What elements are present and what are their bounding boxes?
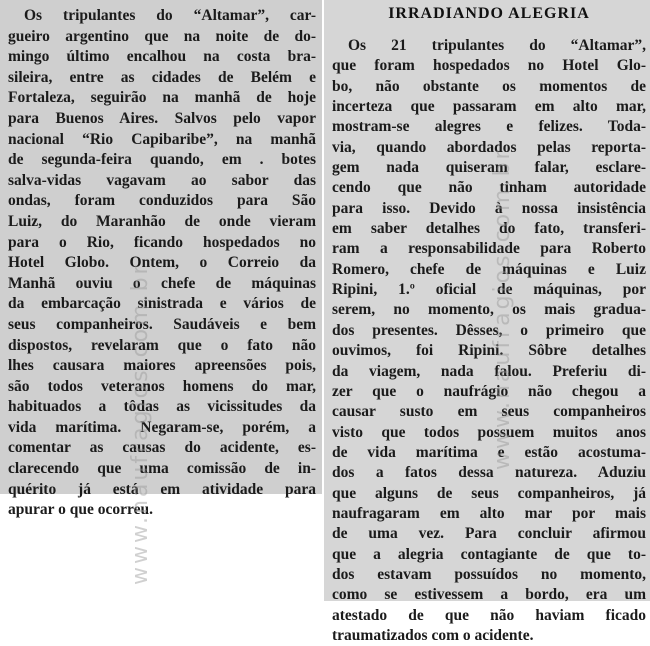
text-line: da viagem, nada falou. Preferiu di- (332, 362, 646, 380)
text-line: causar susto em seus companheiros (332, 403, 646, 421)
text-line: sileira, entre as cidades de Belém e (8, 68, 316, 86)
text-line: da embarcação sinistrada e vários de (8, 295, 316, 313)
text-line: dispostos, revelaram que o fato não (8, 336, 316, 354)
text-line: salva-vidas vagavam ao sabor das (8, 171, 316, 189)
text-line: quérito já está em atividade para (8, 480, 316, 498)
text-line: dos estavam possuídos no momento, (332, 565, 646, 583)
watermark-text: www.naufragios.com.br (490, 147, 515, 470)
text-line: de segunda-feira quando, em . botes (8, 151, 316, 169)
text-line: vida marítima. Negaram-se, porém, a (8, 418, 316, 436)
text-line: para Buenos Aires. Salvos pelo vapor (8, 109, 316, 127)
text-line: dos presentes. Dêsses, o primeiro que (332, 321, 646, 339)
text-line: traumatizados com o acidente. (332, 626, 534, 644)
text-line: Luiz, do Maranhão de onde vieram (8, 212, 316, 230)
text-line: ram a responsabilidade para Roberto (332, 240, 646, 258)
text-line: Os tripulantes do “Altamar”, car- (24, 7, 316, 24)
text-line: visto que todos possuem muitos anos (332, 423, 646, 441)
text-line: gueiro argentino que na noite de do- (8, 27, 316, 45)
text-line: que a alegria contagiante de que to- (332, 545, 646, 563)
text-line: incerteza que passaram em alto mar, (332, 98, 646, 116)
watermark-text: www.naufragios.com.br (128, 262, 153, 585)
text-line: Manhã ouviu o chefe de máquinas (8, 274, 316, 292)
text-line: zer que o naufrágio não chegou a (332, 382, 646, 400)
text-line: atestado de que não haviam ficado (332, 606, 646, 624)
text-line: via, quando abordados pelas reporta- (332, 138, 646, 156)
text-line: lhes causara maiores apreensões pois, (8, 357, 316, 375)
text-line: são todos veteranos homens do mar, (8, 377, 316, 395)
text-line: serem, no momento, os mais gradua- (332, 301, 646, 319)
article-right-column (324, 0, 650, 644)
text-line: seus companheiros. Saudáveis e bem (8, 315, 316, 333)
text-line: como se estivessem a bordo, era um (332, 586, 646, 604)
text-line: habituados a tôdas as vicissitudes da (8, 398, 316, 416)
text-line: que foram hospedados no Hotel Glo- (332, 57, 646, 75)
text-line: de vida marítima e estão acostuma- (332, 443, 646, 461)
text-line: de uma vez. Para concluir afirmou (332, 525, 646, 543)
text-line: para isso. Devido à nossa insistência (332, 199, 646, 217)
text-line: que alguns de seus companheiros, já (332, 484, 646, 502)
text-line: mingo último encalhou na costa bra- (8, 48, 316, 66)
text-line: gem nada quiseram falar, esclare- (332, 159, 646, 177)
text-line: para o Rio, ficando hospedados no (8, 233, 316, 251)
text-line: comentar as causas do acidente, es- (8, 439, 316, 457)
text-line: ondas, foram conduzidos para São (8, 192, 316, 210)
text-line: em saber detalhes do fato, transferi- (332, 220, 646, 238)
text-line: Romero, chefe de máquinas e Luiz (332, 260, 646, 278)
text-line: Ripini, 1.º oficial de máquinas, por (332, 281, 646, 299)
text-line: ouvimos, foi Ripini. Sôbre detalhes (332, 342, 646, 360)
text-line: nacional “Rio Capibaribe”, na manhã (8, 130, 316, 148)
text-line: naufragaram em alto mar por mais (332, 504, 646, 522)
article-left-column (0, 0, 322, 519)
text-line: Fortaleza, seguirão na manhã de hoje (8, 89, 316, 107)
text-line: cendo que não tinham autoridade (332, 179, 646, 197)
text-line: apurar o que ocorreu. (8, 501, 153, 519)
text-line: clarecendo que uma comissão de in- (8, 460, 316, 478)
text-line: Os 21 tripulantes do “Altamar”, (348, 37, 646, 54)
text-line: mostram-se alegres e felizes. Toda- (332, 118, 646, 136)
text-line: bo, não obstante os momentos de (332, 77, 646, 95)
section-headline: IRRADIANDO ALEGRIA (388, 5, 590, 22)
text-line: Hotel Globo. Ontem, o Correio da (8, 254, 316, 272)
text-line: dos a fatos dessa natureza. Aduziu (332, 464, 646, 482)
